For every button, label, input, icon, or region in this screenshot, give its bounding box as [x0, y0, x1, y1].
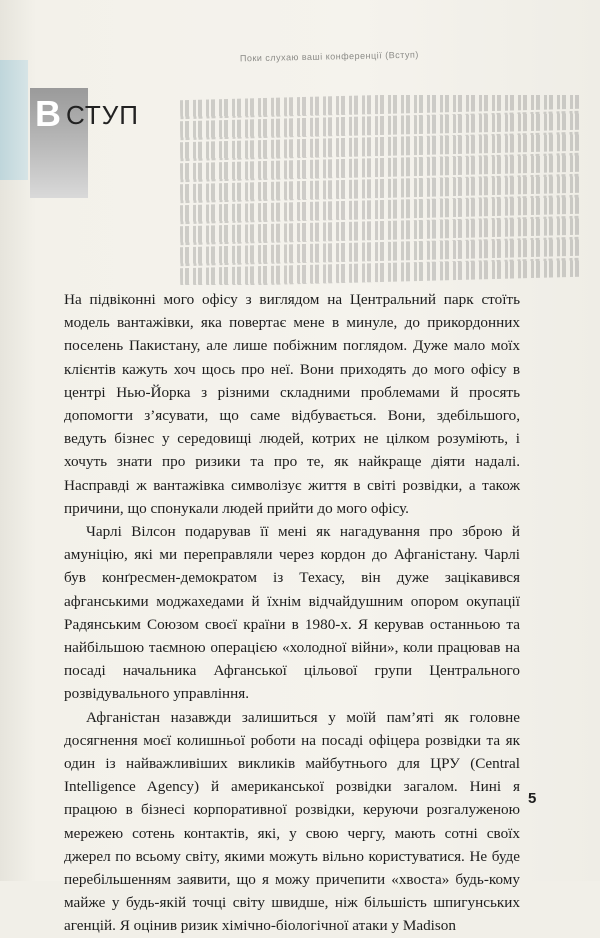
show-through-text [180, 95, 580, 285]
page-edge-tint [0, 60, 28, 180]
running-head: Поки слухаю ваші конференції (Вступ) [239, 49, 419, 64]
paragraph: Афганістан назавжди залишиться у моїй пам’яті як головне досягнення моєї колишньої роботи на посаді офіцера розвідки та як один із найважливіших викликів майбутнього для ЦРУ (Central Intelligence Agency) й американської розвідки загалом. Нині я працюю в бізнесі корпоративної розвідки, керуючи розгалуженою мережею сотень контактів, які, у свою чергу, мають сотні своїх джерел по всьому світу, якими можуть вільно користуватися. Не буде перебільшенням заявити, що я можу причепити «хвоста» будь-кому майже у будь-якій точці світу швидше, ніж більшість шпигунських агенцій. Я оцінив ризик хімічно-біологічної атаки у Madison [64, 708, 520, 935]
chapter-title: СТУП [66, 100, 139, 130]
page-number: 5 [528, 790, 537, 807]
body-text [64, 288, 520, 938]
chapter-initial: В [35, 93, 61, 134]
paragraph: Чарлі Вілсон подарував її мені як нагадування про зброю й амуніцію, які ми переправляли через кордон до Афганістану. Чарлі був конґресмен-демократом із Техасу, він дуже зацікавився афганськими моджахедами й їхнім відчайдушним опором окупації Радянським Союзом своєї країни в 1980-х. Я керував останньою та найбільшою таємною операцією «холодної війни», коли працював на посаді начальника Афганської цільової групи Центрального розвідувального управління. [64, 523, 520, 703]
paragraph: На підвіконні мого офісу з виглядом на Центральний парк стоїть модель вантажівки, яка повертає мене в минуле, до прикордонних поселень Пакистану, але лише побіжним поглядом. Дуже мало моїх клієнтів кажуть хоч щось про неї. Вони приходять до мого офісу в центрі Нью-Йорка з різними складними проблемами й просять допомогти з’ясувати, що саме відбувається. Вони, здебільшого, ведуть бізнес у середовищі людей, котрих не цілком розуміють, і хочуть знати про ризики та про те, як найкраще діяти надалі. Насправді ж вантажівка символізує життя в світі розвідки, а також причини, що спонукали людей прийти до мого офісу. [64, 291, 520, 517]
